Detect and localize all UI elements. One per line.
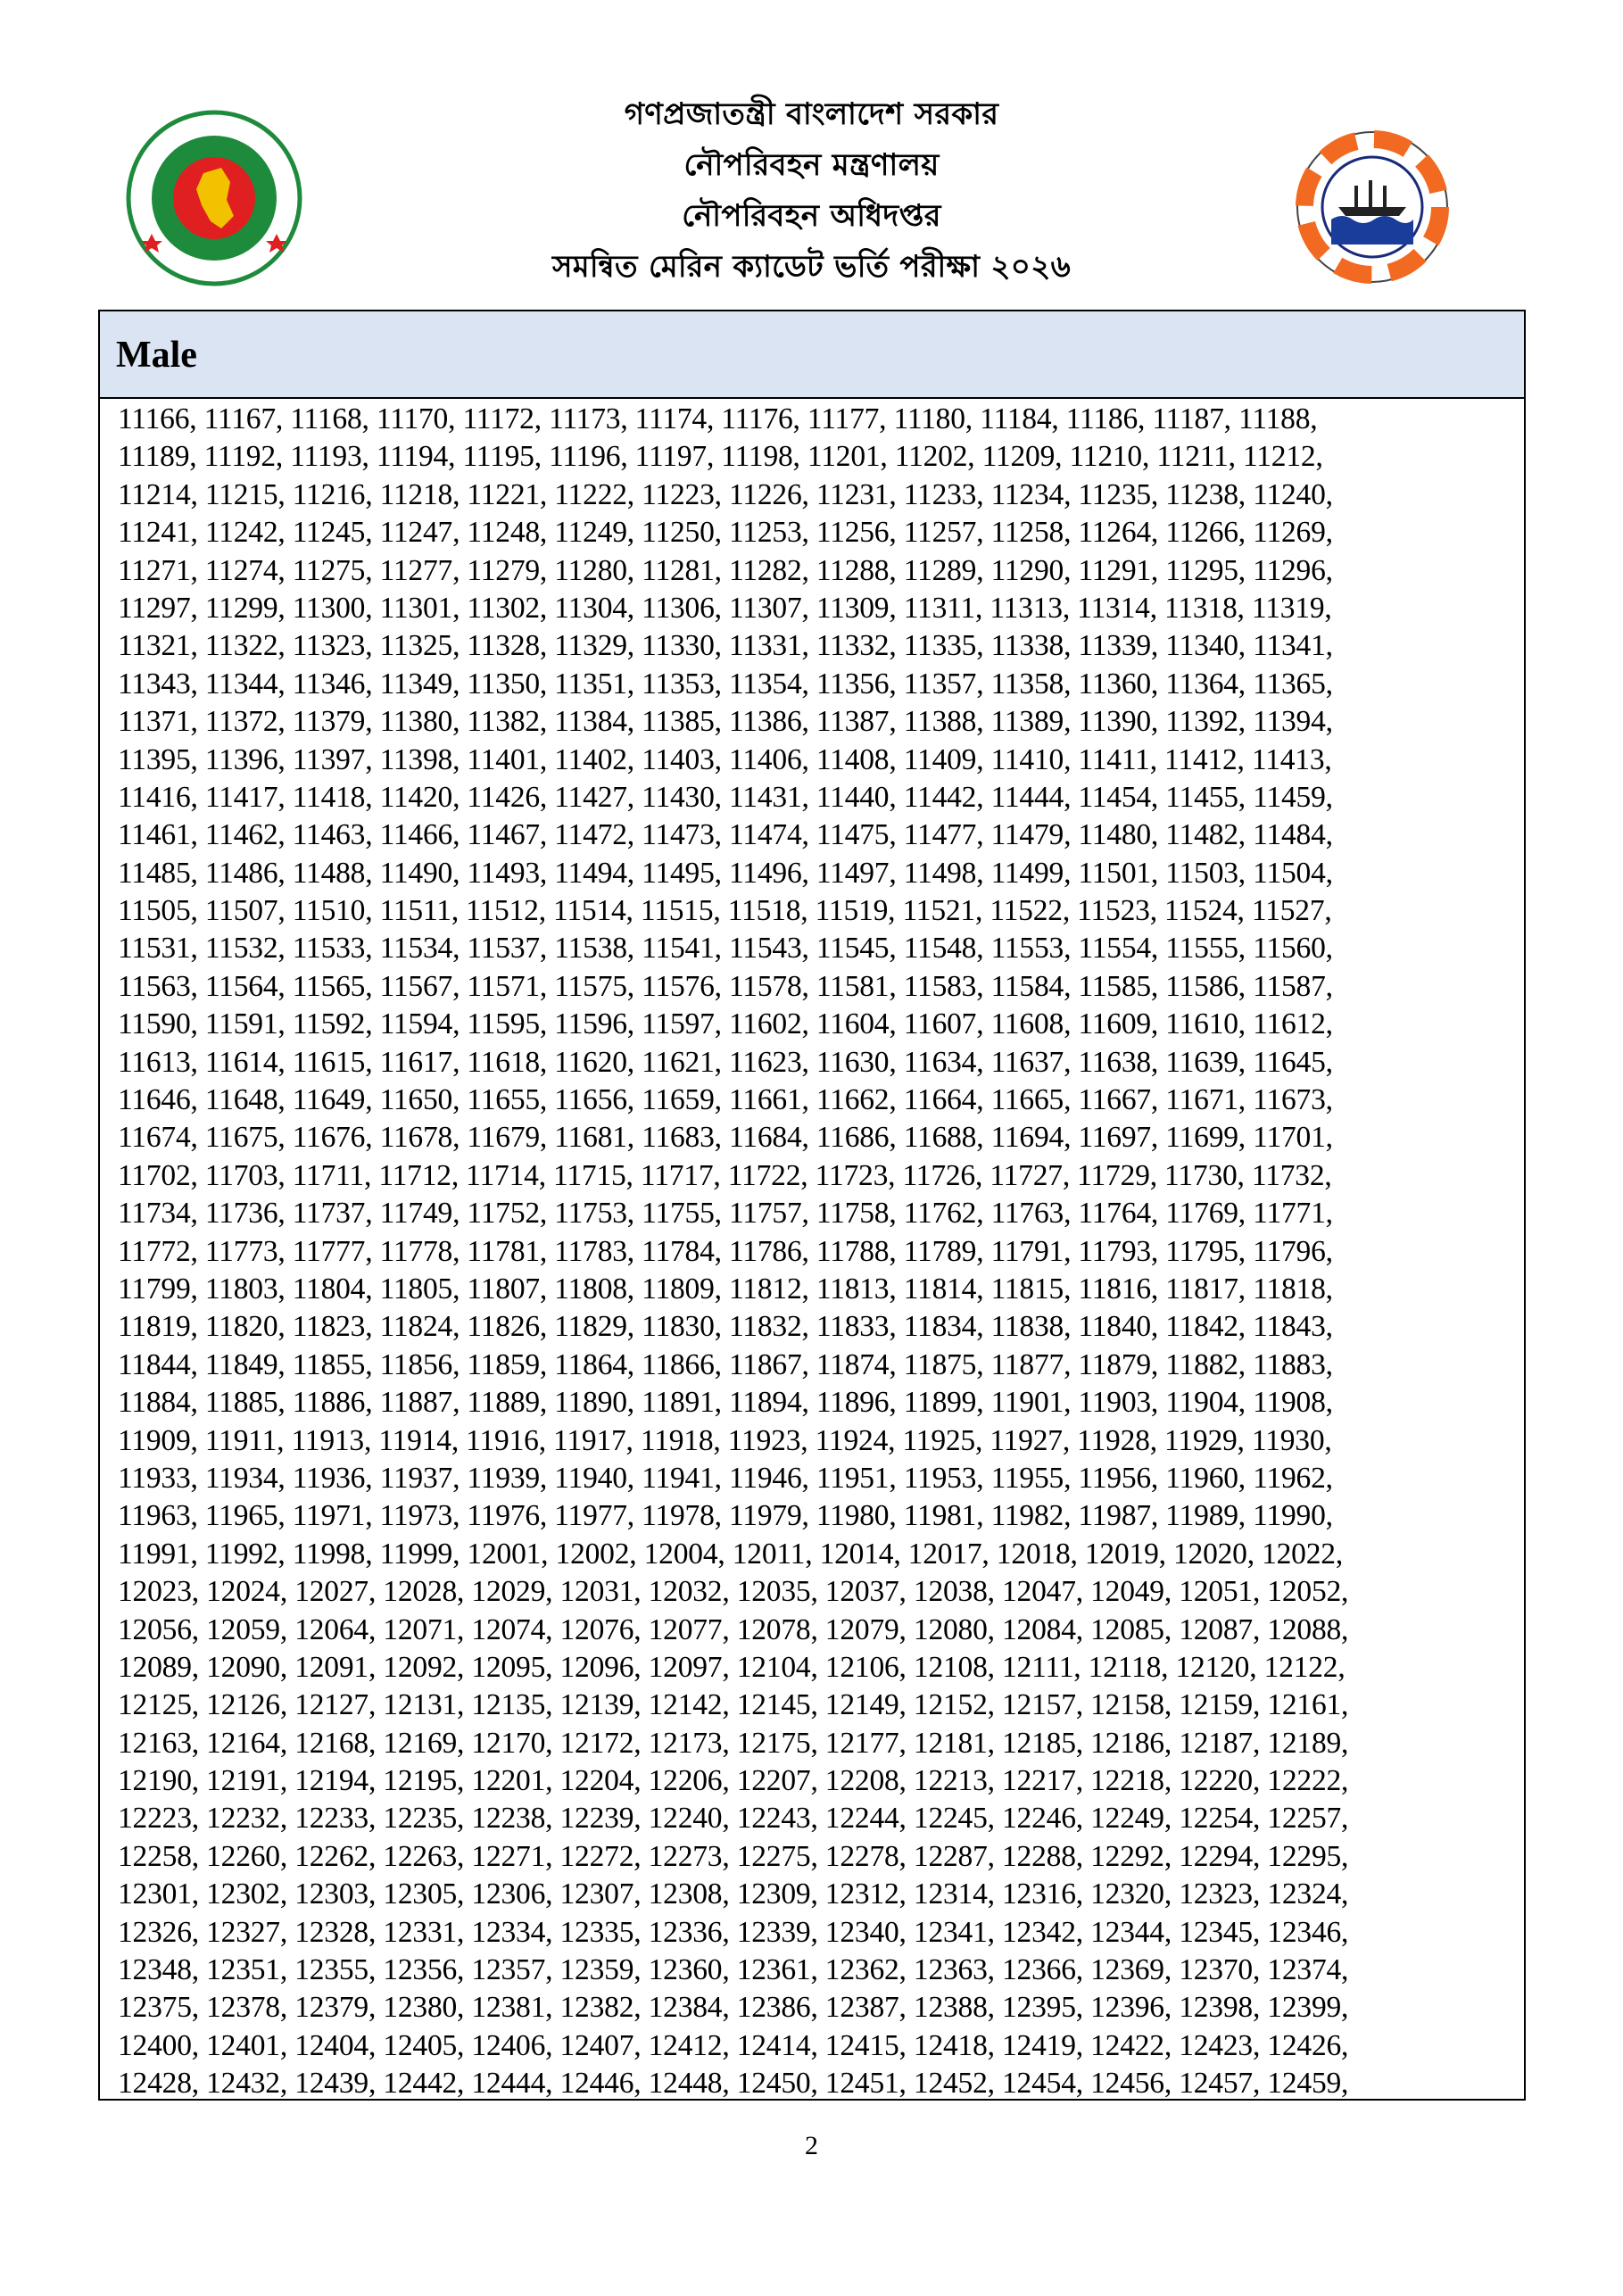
roll-number-row: 12089, 12090, 12091, 12092, 12095, 12096, 12097, 12104, 12106, 12108, 12111, 12118, 12120, 12122, xyxy=(118,1650,1346,1684)
roll-number-row: 11734, 11736, 11737, 11749, 11752, 11753, 11755, 11757, 11758, 11762, 11763, 11764, 11769, 11771, xyxy=(118,1197,1333,1231)
government-name: গণপ্রজাতন্ত্রী বাংলাদেশ সরকার xyxy=(624,96,999,132)
roll-number-row: 11590, 11591, 11592, 11594, 11595, 11596, 11597, 11602, 11604, 11607, 11608, 11609, 11610, 11612, xyxy=(118,1007,1333,1041)
roll-number-row: 12125, 12126, 12127, 12131, 12135, 12139, 12142, 12145, 12149, 12152, 12157, 12158, 12159, 12161, xyxy=(118,1688,1349,1722)
roll-number-row: 11963, 11965, 11971, 11973, 11976, 11977, 11978, 11979, 11980, 11981, 11982, 11987, 11989, 11990, xyxy=(118,1499,1333,1533)
roll-number-row: 11166, 11167, 11168, 11170, 11172, 11173, 11174, 11176, 11177, 11180, 11184, 11186, 11187, 11188, xyxy=(118,402,1318,435)
result-table xyxy=(98,310,1526,2101)
roll-number-row: 11646, 11648, 11649, 11650, 11655, 11656, 11659, 11661, 11662, 11664, 11665, 11667, 11671, 11673, xyxy=(118,1083,1333,1117)
roll-number-row: 11271, 11274, 11275, 11277, 11279, 11280, 11281, 11282, 11288, 11289, 11290, 11291, 11295, 11296, xyxy=(118,553,1333,587)
roll-number-row: 12428, 12432, 12439, 12442, 12444, 12446, 12448, 12450, 12451, 12452, 12454, 12456, 12457, 12459, xyxy=(118,2067,1349,2101)
roll-number-list xyxy=(100,399,1524,2103)
roll-number-row: 11702, 11703, 11711, 11712, 11714, 11715, 11717, 11722, 11723, 11726, 11727, 11729, 11730, 11732, xyxy=(118,1158,1332,1192)
header-title-block xyxy=(0,89,1623,293)
roll-number-row: 11933, 11934, 11936, 11937, 11939, 11940, 11941, 11946, 11951, 11953, 11955, 11956, 11960, 11962, xyxy=(118,1461,1333,1495)
roll-number-row: 11371, 11372, 11379, 11380, 11382, 11384, 11385, 11386, 11387, 11388, 11389, 11390, 11392, 11394, xyxy=(118,705,1333,739)
roll-number-row: 12223, 12232, 12233, 12235, 12238, 12239, 12240, 12243, 12244, 12245, 12246, 12249, 12254, 12257, xyxy=(118,1802,1349,1836)
roll-number-row: 11991, 11992, 11998, 11999, 12001, 12002, 12004, 12011, 12014, 12017, 12018, 12019, 12020, 12022, xyxy=(118,1537,1344,1571)
roll-number-row: 11297, 11299, 11300, 11301, 11302, 11304, 11306, 11307, 11309, 11311, 11313, 11314, 11318, 11319, xyxy=(118,591,1332,625)
ministry-name: নৌপরিবহন মন্ত্রণালয় xyxy=(683,147,940,183)
roll-number-row: 12023, 12024, 12027, 12028, 12029, 12031, 12032, 12035, 12037, 12038, 12047, 12049, 12051, 12052, xyxy=(118,1575,1349,1609)
roll-number-row: 12056, 12059, 12064, 12071, 12074, 12076, 12077, 12078, 12079, 12080, 12084, 12085, 12087, 12088, xyxy=(118,1612,1349,1646)
roll-number-row: 11395, 11396, 11397, 11398, 11401, 11402, 11403, 11406, 11408, 11409, 11410, 11411, 11412, 11413, xyxy=(118,742,1332,776)
roll-number-row: 11613, 11614, 11615, 11617, 11618, 11620, 11621, 11623, 11630, 11634, 11637, 11638, 11639, 11645, xyxy=(118,1045,1333,1079)
roll-number-row: 12326, 12327, 12328, 12331, 12334, 12335, 12336, 12339, 12340, 12341, 12342, 12344, 12345, 12346, xyxy=(118,1915,1349,1949)
roll-number-row: 12348, 12351, 12355, 12356, 12357, 12359, 12360, 12361, 12362, 12363, 12366, 12369, 12370, 12374, xyxy=(118,1953,1349,1987)
roll-number-row: 12375, 12378, 12379, 12380, 12381, 12382, 12384, 12386, 12387, 12388, 12395, 12396, 12398, 12399, xyxy=(118,1991,1349,2025)
department-name: নৌপরিবহন অধিদপ্তর xyxy=(682,198,941,234)
roll-number-row: 11844, 11849, 11855, 11856, 11859, 11864, 11866, 11867, 11874, 11875, 11877, 11879, 11882, 11883, xyxy=(118,1347,1333,1381)
exam-title: সমন্বিত মেরিন ক্যাডেট ভর্তি পরীক্ষা ২০২৬ xyxy=(551,249,1072,285)
roll-number-row: 12163, 12164, 12168, 12169, 12170, 12172, 12173, 12175, 12177, 12181, 12185, 12186, 12187, 12189, xyxy=(118,1726,1349,1760)
roll-number-row: 11505, 11507, 11510, 11511, 11512, 11514, 11515, 11518, 11519, 11521, 11522, 11523, 11524, 11527, xyxy=(118,894,1332,928)
roll-number-row: 11799, 11803, 11804, 11805, 11807, 11808, 11809, 11812, 11813, 11814, 11815, 11816, 11817, 11818, xyxy=(118,1272,1333,1305)
roll-number-row: 11485, 11486, 11488, 11490, 11493, 11494, 11495, 11496, 11497, 11498, 11499, 11501, 11503, 11504, xyxy=(118,856,1333,890)
roll-number-row: 11343, 11344, 11346, 11349, 11350, 11351, 11353, 11354, 11356, 11357, 11358, 11360, 11364, 11365, xyxy=(118,667,1333,700)
page-number: 2 xyxy=(805,2131,818,2160)
roll-number-row: 11531, 11532, 11533, 11534, 11537, 11538, 11541, 11543, 11545, 11548, 11553, 11554, 11555, 11560, xyxy=(118,932,1333,966)
roll-number-row: 11819, 11820, 11823, 11824, 11826, 11829, 11830, 11832, 11833, 11834, 11838, 11840, 11842, 11843, xyxy=(118,1310,1333,1344)
roll-number-row: 11321, 11322, 11323, 11325, 11328, 11329, 11330, 11331, 11332, 11335, 11338, 11339, 11340, 11341, xyxy=(118,629,1333,663)
document-header xyxy=(0,89,1623,303)
roll-number-row: 12301, 12302, 12303, 12305, 12306, 12307, 12308, 12309, 12312, 12314, 12316, 12320, 12323, 12324, xyxy=(118,1877,1349,1911)
roll-number-row: 11674, 11675, 11676, 11678, 11679, 11681, 11683, 11684, 11686, 11688, 11694, 11697, 11699, 11701, xyxy=(118,1121,1333,1155)
roll-number-row: 11214, 11215, 11216, 11218, 11221, 11222, 11223, 11226, 11231, 11233, 11234, 11235, 11238, 11240, xyxy=(118,477,1333,511)
roll-number-row: 11772, 11773, 11777, 11778, 11781, 11783, 11784, 11786, 11788, 11789, 11791, 11793, 11795, 11796, xyxy=(118,1234,1333,1268)
roll-number-row: 12400, 12401, 12404, 12405, 12406, 12407, 12412, 12414, 12415, 12418, 12419, 12422, 12423, 12426, xyxy=(118,2028,1349,2062)
roll-number-row: 11909, 11911, 11913, 11914, 11916, 11917, 11918, 11923, 11924, 11925, 11927, 11928, 11929, 11930, xyxy=(118,1423,1332,1457)
roll-number-row: 11563, 11564, 11565, 11567, 11571, 11575, 11576, 11578, 11581, 11583, 11584, 11585, 11586, 11587, xyxy=(118,969,1333,1003)
roll-number-row: 12258, 12260, 12262, 12263, 12271, 12272, 12273, 12275, 12278, 12287, 12288, 12292, 12294, 12295, xyxy=(118,1839,1349,1873)
roll-number-row: 11241, 11242, 11245, 11247, 11248, 11249, 11250, 11253, 11256, 11257, 11258, 11264, 11266, 11269, xyxy=(118,516,1333,550)
roll-number-row: 11416, 11417, 11418, 11420, 11426, 11427, 11430, 11431, 11440, 11442, 11444, 11454, 11455, 11459, xyxy=(118,780,1333,814)
roll-number-row: 11884, 11885, 11886, 11887, 11889, 11890, 11891, 11894, 11896, 11899, 11901, 11903, 11904, 11908, xyxy=(118,1386,1333,1420)
roll-number-row: 12190, 12191, 12194, 12195, 12201, 12204, 12206, 12207, 12208, 12213, 12217, 12218, 12220, 12222, xyxy=(118,1764,1349,1798)
roll-number-row: 11189, 11192, 11193, 11194, 11195, 11196, 11197, 11198, 11201, 11202, 11209, 11210, 11211, 11212, xyxy=(118,440,1323,474)
section-heading-male: Male xyxy=(100,311,1524,399)
roll-number-row: 11461, 11462, 11463, 11466, 11467, 11472, 11473, 11474, 11475, 11477, 11479, 11480, 11482, 11484, xyxy=(118,818,1333,852)
